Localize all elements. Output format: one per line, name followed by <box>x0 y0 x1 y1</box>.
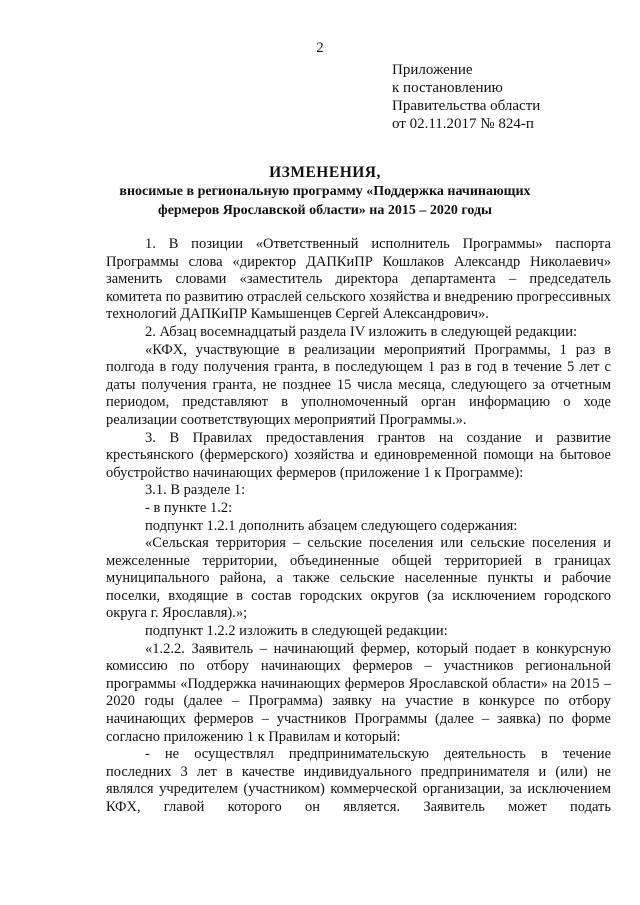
appendix-line: Правительства области <box>392 98 541 114</box>
document-body <box>106 236 611 817</box>
paragraph: 2. Абзац восемнадцатый раздела IV изложить в следующей редакции: <box>145 323 577 340</box>
paragraph: 3.1. В разделе 1: <box>145 482 246 499</box>
paragraph: «1.2.2. Заявитель – начинающий фермер, который подает в конкурсную комиссию по отбору начинающих фермеров – участников региональной программы «Поддержка начинающих фермеров Ярославской области» на 2015 – 2020 годы (далее – Программа) заявку на участие в конкурсе по отбору начинающих фермеров – участников Программы (далее – заявка) по форме согласно приложению 1 к Правилам и который: <box>106 640 611 745</box>
paragraph: «КФХ, участвующие в реализации мероприятий Программы, 1 раз в полгода в году получения гранта, в последующем 1 раз в год в течение 5 лет с даты получения гранта, не позднее 15 числа месяца, следующего за отчетным периодом, представляют в уполномоченный орган информацию о ходе реализации соответствующих мероприятий Программы.». <box>106 341 611 428</box>
appendix-line: к постановлению <box>392 80 503 96</box>
page-number: 2 <box>316 40 324 56</box>
document-subtitle-line: вносимые в региональную программу «Поддержка начинающих <box>119 184 531 199</box>
paragraph: подпункт 1.2.1 дополнить абзацем следующего содержания: <box>145 517 518 534</box>
appendix-line: Приложение <box>392 62 473 78</box>
paragraph: «Сельская территория – сельские поселения или сельские поселения и межселенные территории, объединенные общей территорией в границах муниципального района, а также сельские населенные пункты и рабочие поселки, входящие в состав городских округов (за исключением городского округа г. Ярославля).»; <box>106 535 611 622</box>
paragraph: - не осуществлял предпринимательскую деятельность в течение последних 3 лет в качестве индивидуального предпринимателя и (или) не являлся учредителем (участником) коммерческой организации, за исключением КФХ, главой которого он является. Заявитель может подать <box>106 746 611 815</box>
document-title: ИЗМЕНЕНИЯ, <box>269 164 381 181</box>
paragraph: - в пункте 1.2: <box>145 499 233 516</box>
appendix-note <box>392 61 632 133</box>
document-heading <box>60 163 590 220</box>
appendix-line: от 02.11.2017 № 824-п <box>392 116 534 132</box>
paragraph: подпункт 1.2.2 изложить в следующей редакции: <box>145 623 448 640</box>
document-subtitle-line: фермеров Ярославской области» на 2015 – 2020 годы <box>158 203 492 218</box>
paragraph: 3. В Правилах предоставления грантов на создание и развитие крестьянского (фермерского) хозяйства и единовременной помощи на бытовое обустройство начинающих фермеров (приложение 1 к Программе): <box>106 429 611 481</box>
paragraph: 1. В позиции «Ответственный исполнитель Программы» паспорта Программы слова «директор ДАПКиПР Кошлаков Александр Николаевич» заменить словами «заместитель директора департамента – председатель комитета по развитию отраслей сельского хозяйства и внедрению прогрессивных технологий ДАПКиПР Камышенцев Сергей Александрович». <box>106 236 611 323</box>
